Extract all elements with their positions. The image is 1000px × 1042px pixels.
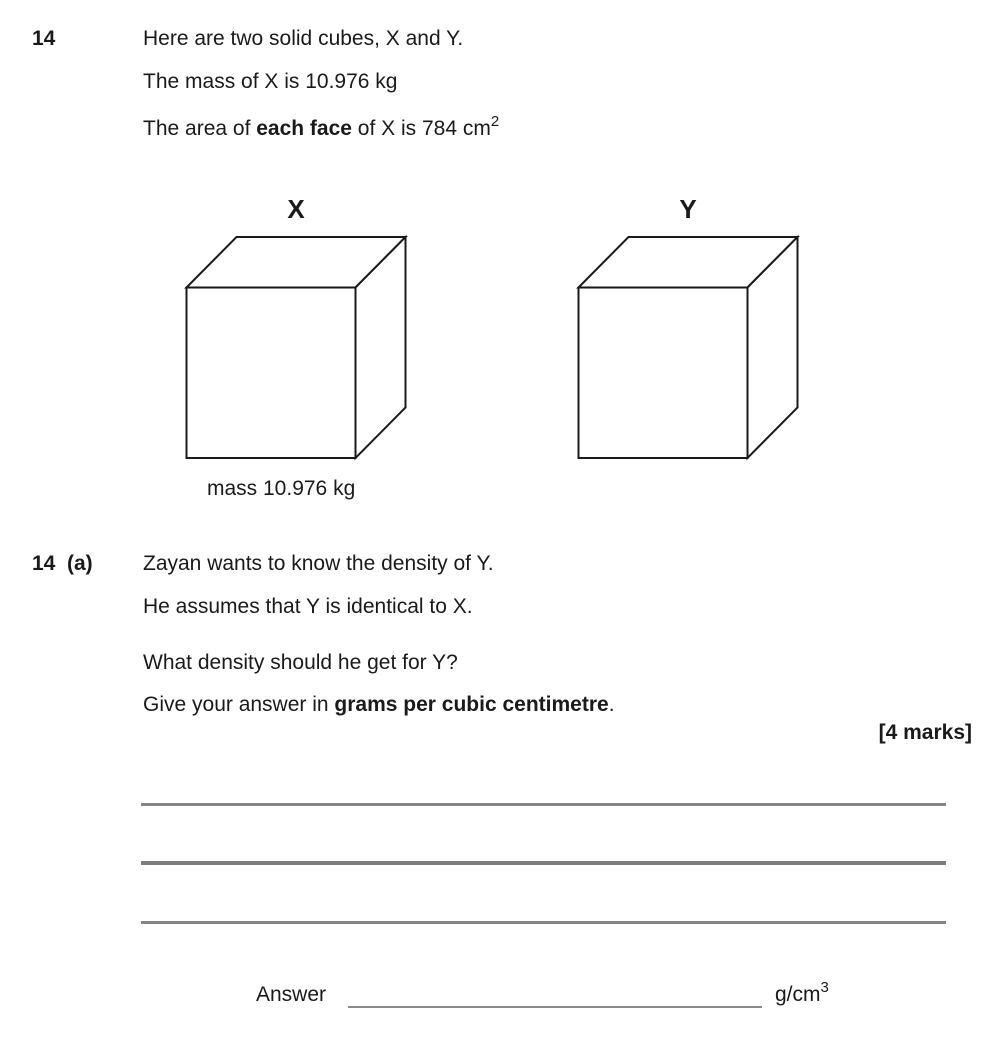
cubed-superscript: 3: [820, 979, 829, 996]
cube-y-front-face: [579, 288, 748, 459]
answer-unit: [775, 979, 829, 1007]
answer-blank-line: [348, 986, 762, 1008]
answer-label: Answer: [256, 983, 327, 1006]
question-number: 14: [32, 27, 56, 50]
part-a-line-3: What density should he get for Y?: [143, 651, 458, 674]
part-a-line-4-post: .: [608, 693, 615, 716]
working-line-2: [141, 861, 946, 865]
cube-x-front-face: [187, 288, 356, 459]
part-a-label: (a): [67, 552, 93, 575]
cube-x-mass-caption: mass 10.976 kg: [207, 477, 356, 500]
question-line-3-pre: The area of: [143, 117, 257, 140]
question-line-3-bold: each face: [256, 117, 352, 140]
working-line-3: [141, 921, 946, 924]
cube-x-label: X: [287, 194, 305, 224]
part-a-line-1: Zayan wants to know the density of Y.: [143, 552, 494, 575]
marks-badge: [4 marks]: [878, 721, 972, 744]
part-a-line-4-bold: grams per cubic centimetre: [334, 693, 609, 716]
cube-y-label: Y: [679, 194, 697, 224]
part-a-line-2: He assumes that Y is identical to X.: [143, 595, 473, 618]
working-line-1: [141, 803, 946, 806]
cube-x-drawing: [180, 230, 412, 466]
part-a-question-number: 14: [32, 552, 56, 575]
question-line-2: The mass of X is 10.976 kg: [143, 70, 398, 93]
question-line-3-post: of X is 784 cm: [351, 117, 491, 140]
part-a-line-4: [143, 693, 615, 717]
question-line-1: Here are two solid cubes, X and Y.: [143, 27, 464, 50]
question-line-3: [143, 113, 500, 141]
cube-y-drawing: [572, 230, 804, 466]
part-a-line-4-pre: Give your answer in: [143, 693, 335, 716]
squared-superscript: 2: [490, 113, 500, 130]
answer-unit-text: g/cm: [775, 983, 821, 1006]
